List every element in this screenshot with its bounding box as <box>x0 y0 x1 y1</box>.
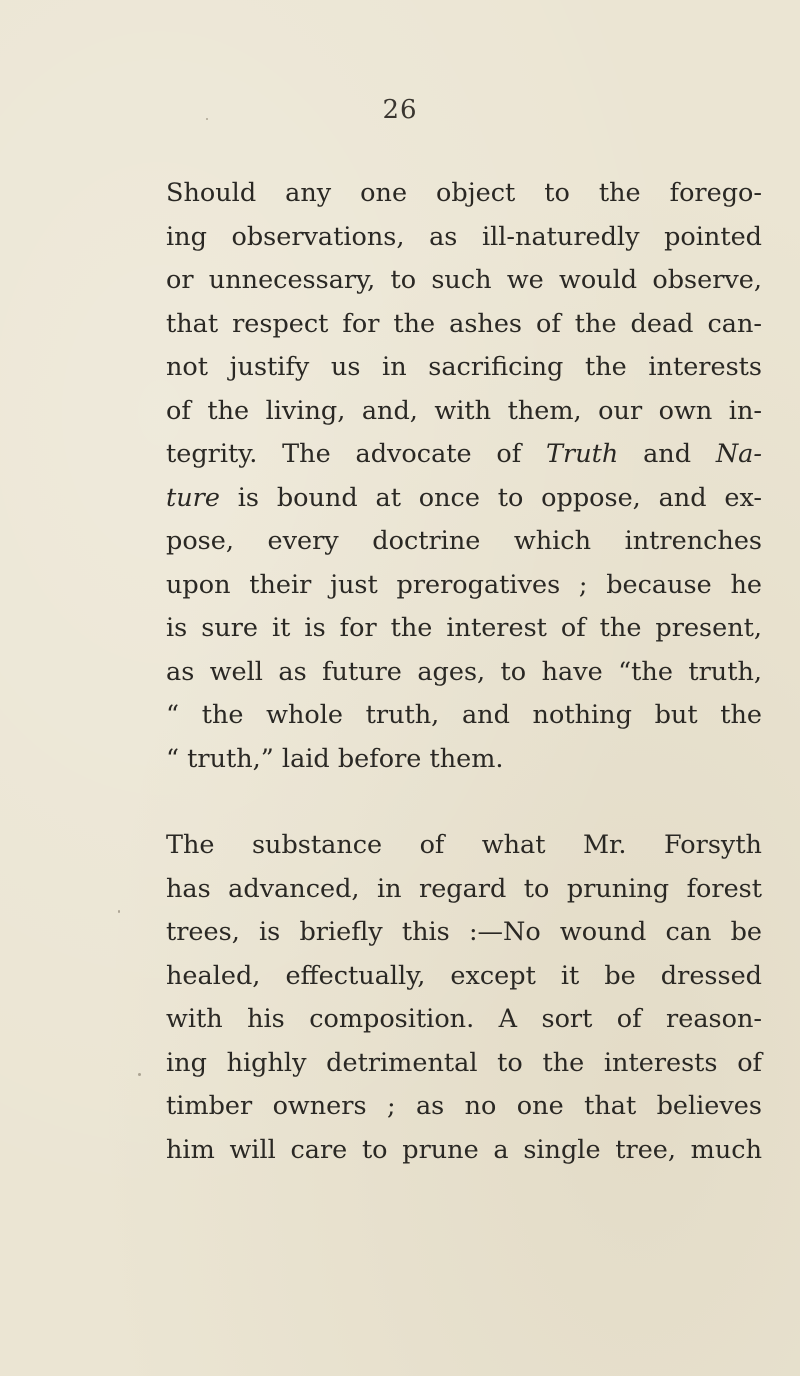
text-line: of the living, and, with them, our own in- <box>166 395 762 426</box>
page-number: 26 <box>382 95 418 125</box>
text-line: timber owners ; as no one that believes <box>166 1091 762 1121</box>
paper-speck <box>206 118 208 120</box>
italic-word-nature-part2: ture <box>166 482 220 513</box>
text-line: has advanced, in regard to pruning forest <box>166 873 762 904</box>
italic-word-nature-part1: Na- <box>715 439 762 469</box>
text-line: upon their just prerogatives ; because he <box>166 569 762 600</box>
paper-speck <box>138 1073 141 1076</box>
text-line: ing highly detrimental to the interests of <box>166 1047 762 1078</box>
paragraph-1 <box>166 172 762 781</box>
text-segment: tegrity. The advocate of <box>166 439 546 469</box>
text-segment: is bound at once to oppose, and ex- <box>219 482 762 513</box>
text-line: with his composition. A sort of reason- <box>166 1004 762 1034</box>
text-line: ing observations, as ill-naturedly pointed <box>166 221 762 252</box>
paragraph-2 <box>166 824 762 1172</box>
text-line: is sure it is for the interest of the present, <box>166 613 762 643</box>
text-line: “ truth,” laid before them. <box>166 743 504 774</box>
italic-word-truth: Truth <box>546 439 619 469</box>
text-line: healed, effectually, except it be dressed <box>166 960 762 991</box>
text-line: The substance of what Mr. Forsyth <box>166 830 762 860</box>
text-line: “ the whole truth, and nothing but the <box>166 700 762 730</box>
paper-speck <box>118 910 120 913</box>
text-line: or unnecessary, to such we would observe, <box>166 265 762 295</box>
text-line: that respect for the ashes of the dead can- <box>166 308 762 339</box>
text-line: not justify us in sacrificing the interests <box>166 352 762 382</box>
text-segment: and <box>618 439 716 469</box>
text-line: pose, every doctrine which intrenches <box>166 526 762 556</box>
text-line <box>166 433 762 477</box>
text-line: Should any one object to the forego- <box>166 178 762 208</box>
text-line: as well as future ages, to have “the truth, <box>166 656 762 687</box>
text-line <box>166 477 762 521</box>
text-line: him will care to prune a single tree, much <box>166 1134 762 1165</box>
text-line: trees, is briefly this :—No wound can be <box>166 917 762 947</box>
